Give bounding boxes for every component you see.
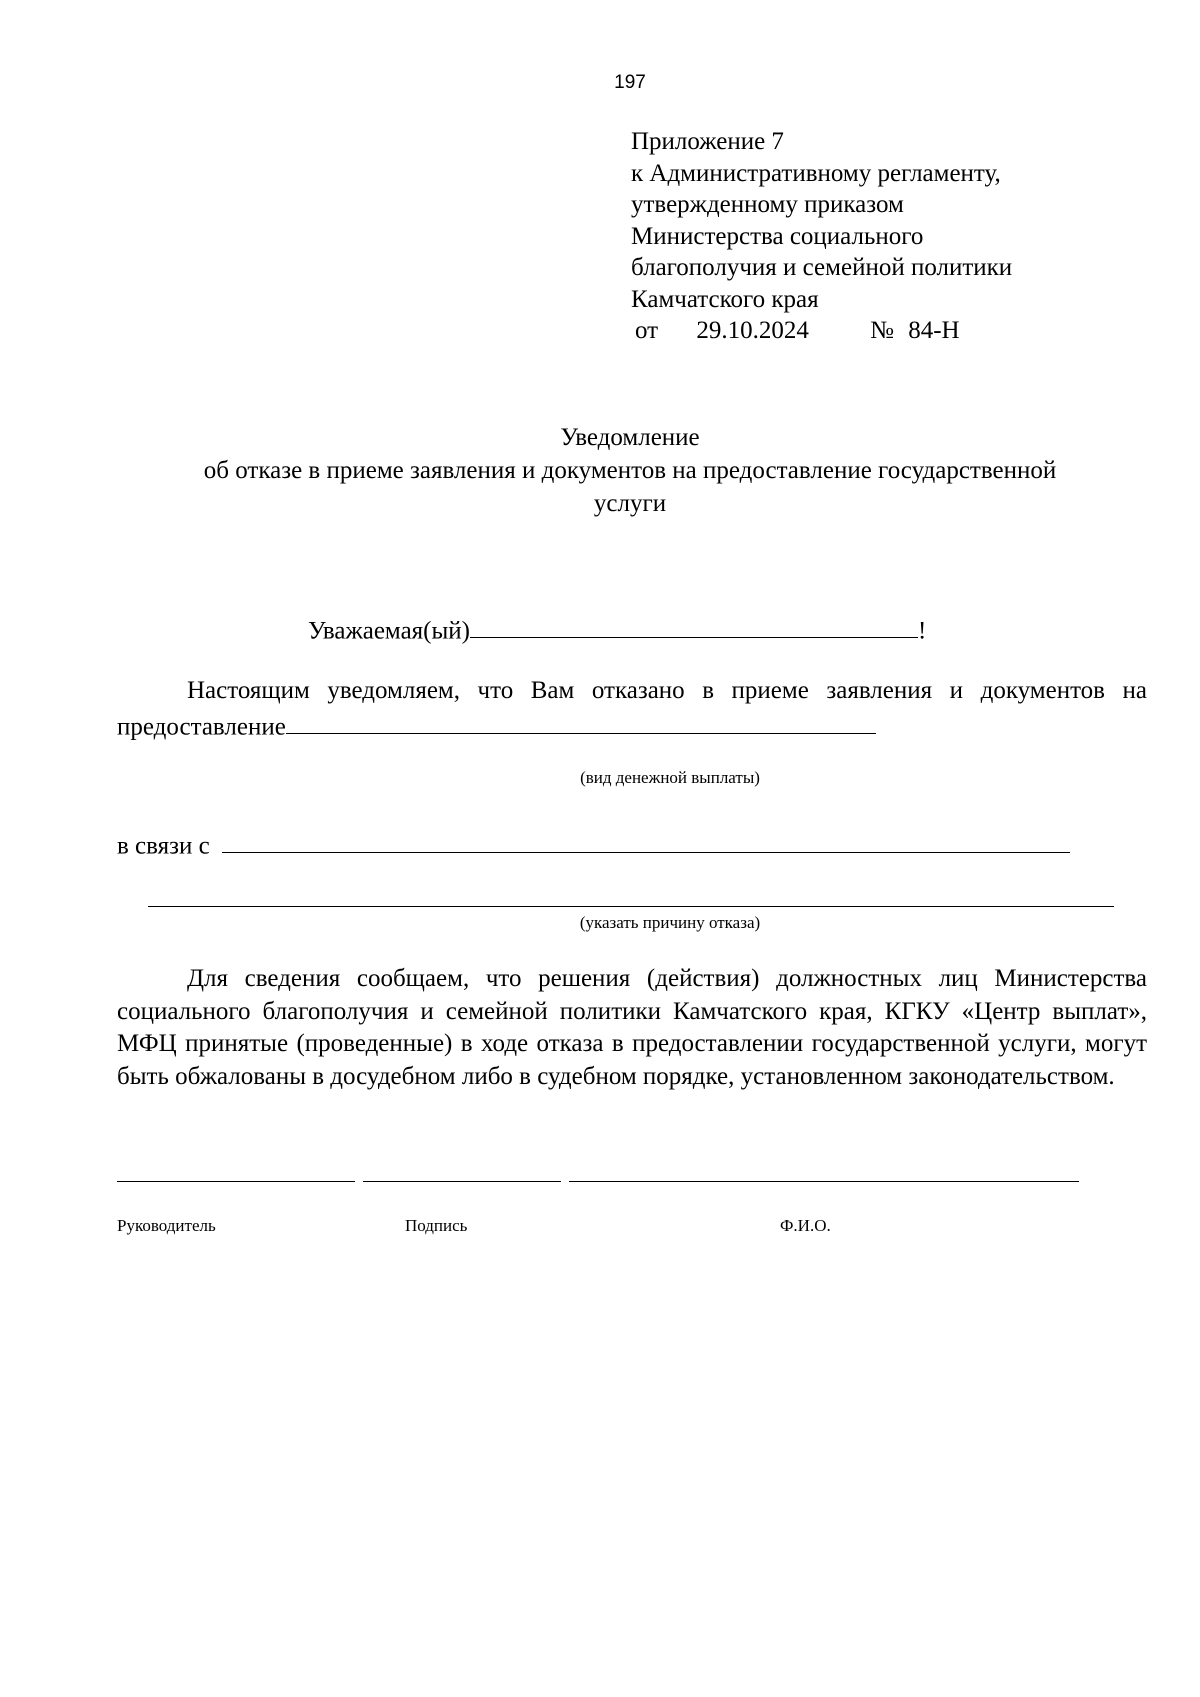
payment-type-blank[interactable]: [286, 707, 876, 734]
document-title: [110, 421, 1150, 520]
reason-blank[interactable]: [222, 826, 1070, 853]
reason-prefix: в связи с: [117, 832, 210, 860]
appendix-line: Министерства социального: [631, 222, 924, 250]
salutation: [308, 611, 926, 645]
full-name-label: Ф.И.О.: [780, 1216, 831, 1235]
page-number: 197: [614, 72, 646, 93]
payment-type-caption: (вид денежной выплаты): [580, 768, 760, 787]
decree-date: 29.10.2024: [696, 317, 809, 344]
signature-label: Подпись: [405, 1216, 468, 1235]
title-line-2: об отказе в приеме заявления и документов на предоставление государственной: [203, 457, 1057, 484]
title-line-1: Уведомление: [560, 424, 700, 451]
appendix-line: к Административному регламенту,: [631, 159, 1001, 187]
appendix-line: Камчатского края: [631, 285, 819, 313]
recipient-name-blank[interactable]: [470, 611, 918, 638]
notification-text: Настоящим уведомляем, что Вам отказано в приеме заявления и документов на предоставление: [117, 677, 1147, 741]
head-label: Руководитель: [117, 1216, 216, 1235]
notification-paragraph: [117, 675, 1147, 743]
signature-blank[interactable]: [363, 1181, 561, 1182]
full-name-blank[interactable]: [569, 1181, 1079, 1182]
head-position-blank[interactable]: [117, 1181, 355, 1182]
appendix-header: [631, 126, 1012, 347]
salutation-suffix: !: [918, 617, 927, 645]
appendix-line: утвержденному приказом: [631, 191, 904, 218]
title-line-3: услуги: [593, 490, 667, 517]
reason-caption: (указать причину отказа): [579, 913, 761, 932]
decree-date-prefix: от: [635, 317, 659, 344]
salutation-prefix: Уважаемая(ый): [308, 617, 470, 645]
decree-reference: [631, 315, 1012, 347]
decree-number: 84-Н: [908, 317, 960, 344]
reason-blank-continuation[interactable]: [148, 906, 1114, 907]
appendix-line: Приложение 7: [631, 128, 784, 155]
appendix-line: благополучия и семейной политики: [631, 254, 1013, 281]
reason-line: [117, 826, 1070, 860]
decree-number-label: №: [870, 317, 894, 344]
appeal-paragraph: Для сведения сообщаем, что решения (действия) должностных лиц Министерства социального благополучия и семейной политики Камчатского края, КГКУ «Центр выплат», МФЦ принятые (проведенные) в ходе отказа в предоставлении государственной услуги, могут быть обжалованы в досудебном либо в судебном порядке, установленном законодательством.: [117, 965, 1147, 1090]
